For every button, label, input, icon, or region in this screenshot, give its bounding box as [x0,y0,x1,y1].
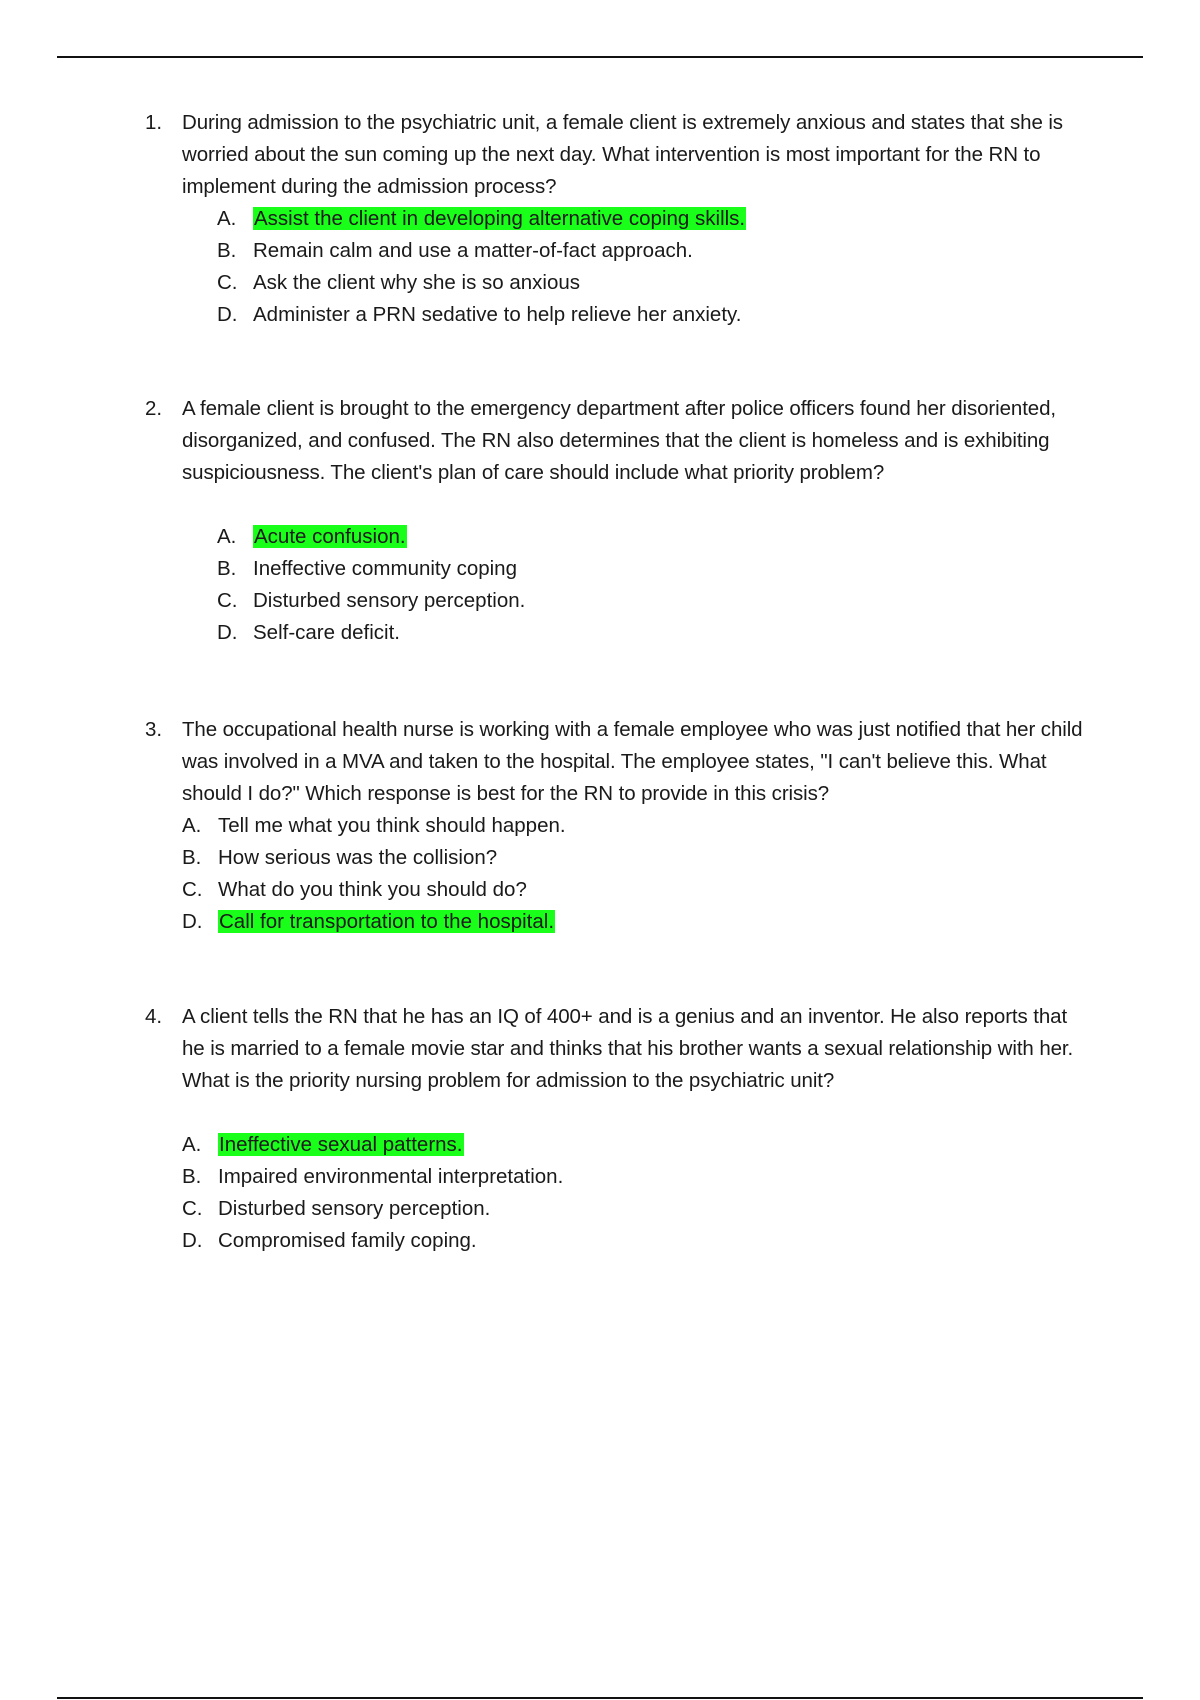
answer-option-c [182,1193,490,1225]
option-letter: D. [182,910,203,933]
option-text: How serious was the collision? [218,846,498,869]
answer-option-c [182,874,527,906]
question-text: A female client is brought to the emergency department after police officers found her disoriented, disorganized, and confused. The RN also determines that the client is homeless and is exhibiting suspiciousness. The client's plan of care should include what priority problem? [182,397,1057,484]
question-number: 2. [145,397,163,420]
option-letter: A. [217,525,237,548]
question-text: The occupational health nurse is working with a female employee who was just notified that her child was involved in a MVA and taken to the hospital. The employee states, "I can't believe this. What should I do?" Which response is best for the RN to provide in this crisis? [182,718,1083,805]
question-number: 4. [145,1005,163,1028]
option-letter: B. [217,239,237,262]
option-letter: B. [182,1165,202,1188]
option-text: What do you think you should do? [218,878,527,901]
option-letter: C. [217,589,238,612]
answer-option-d [182,1225,477,1257]
option-text: Remain calm and use a matter-of-fact approach. [253,239,693,262]
option-text: Self-care deficit. [253,621,400,644]
answer-option-a [217,521,407,553]
option-text: Impaired environmental interpretation. [218,1165,564,1188]
answer-option-d [182,906,555,938]
answer-option-b [182,1161,563,1193]
footer-rule [57,1697,1143,1699]
question-number: 1. [145,111,163,134]
option-letter: A. [182,814,202,837]
option-letter: D. [217,621,238,644]
option-text: Assist the client in developing alternative coping skills. [254,207,746,230]
question-text: During admission to the psychiatric unit, a female client is extremely anxious and states that she is worried about the sun coming up the next day. What intervention is most important for the RN to implement during the admission process? [182,111,1063,198]
option-text: Ask the client why she is so anxious [253,271,581,294]
option-letter: B. [182,846,202,869]
answer-option-a [182,1129,464,1161]
option-text: Compromised family coping. [218,1229,477,1252]
option-text: Tell me what you think should happen. [218,814,566,837]
option-letter: B. [217,557,237,580]
answer-option-d [217,617,400,649]
option-letter: A. [217,207,237,230]
header-rule [57,56,1143,58]
option-letter: C. [182,878,203,901]
option-letter: D. [182,1229,203,1252]
question-text: A client tells the RN that he has an IQ of 400+ and is a genius and an inventor. He also reports that he is married to a female movie star and thinks that his brother wants a sexual relationship with her. What is the priority nursing problem for admission to the psychiatric unit? [182,1005,1074,1092]
option-letter: C. [217,271,238,294]
answer-option-b [217,235,693,267]
option-text: Disturbed sensory perception. [253,589,526,612]
answer-option-d [217,299,741,331]
answer-option-a [182,810,566,842]
option-text: Ineffective sexual patterns. [219,1133,463,1156]
answer-option-b [217,553,517,585]
question-number: 3. [145,718,163,741]
answer-option-b [182,842,497,874]
option-text: Ineffective community coping [253,557,517,580]
option-text: Disturbed sensory perception. [218,1197,491,1220]
option-letter: C. [182,1197,203,1220]
option-letter: A. [182,1133,202,1156]
answer-option-c [217,267,580,299]
option-text: Call for transportation to the hospital. [219,910,555,933]
answer-option-a [217,203,746,235]
answer-option-c [217,585,525,617]
option-letter: D. [217,303,238,326]
option-text: Acute confusion. [254,525,406,548]
option-text: Administer a PRN sedative to help relieve her anxiety. [253,303,742,326]
